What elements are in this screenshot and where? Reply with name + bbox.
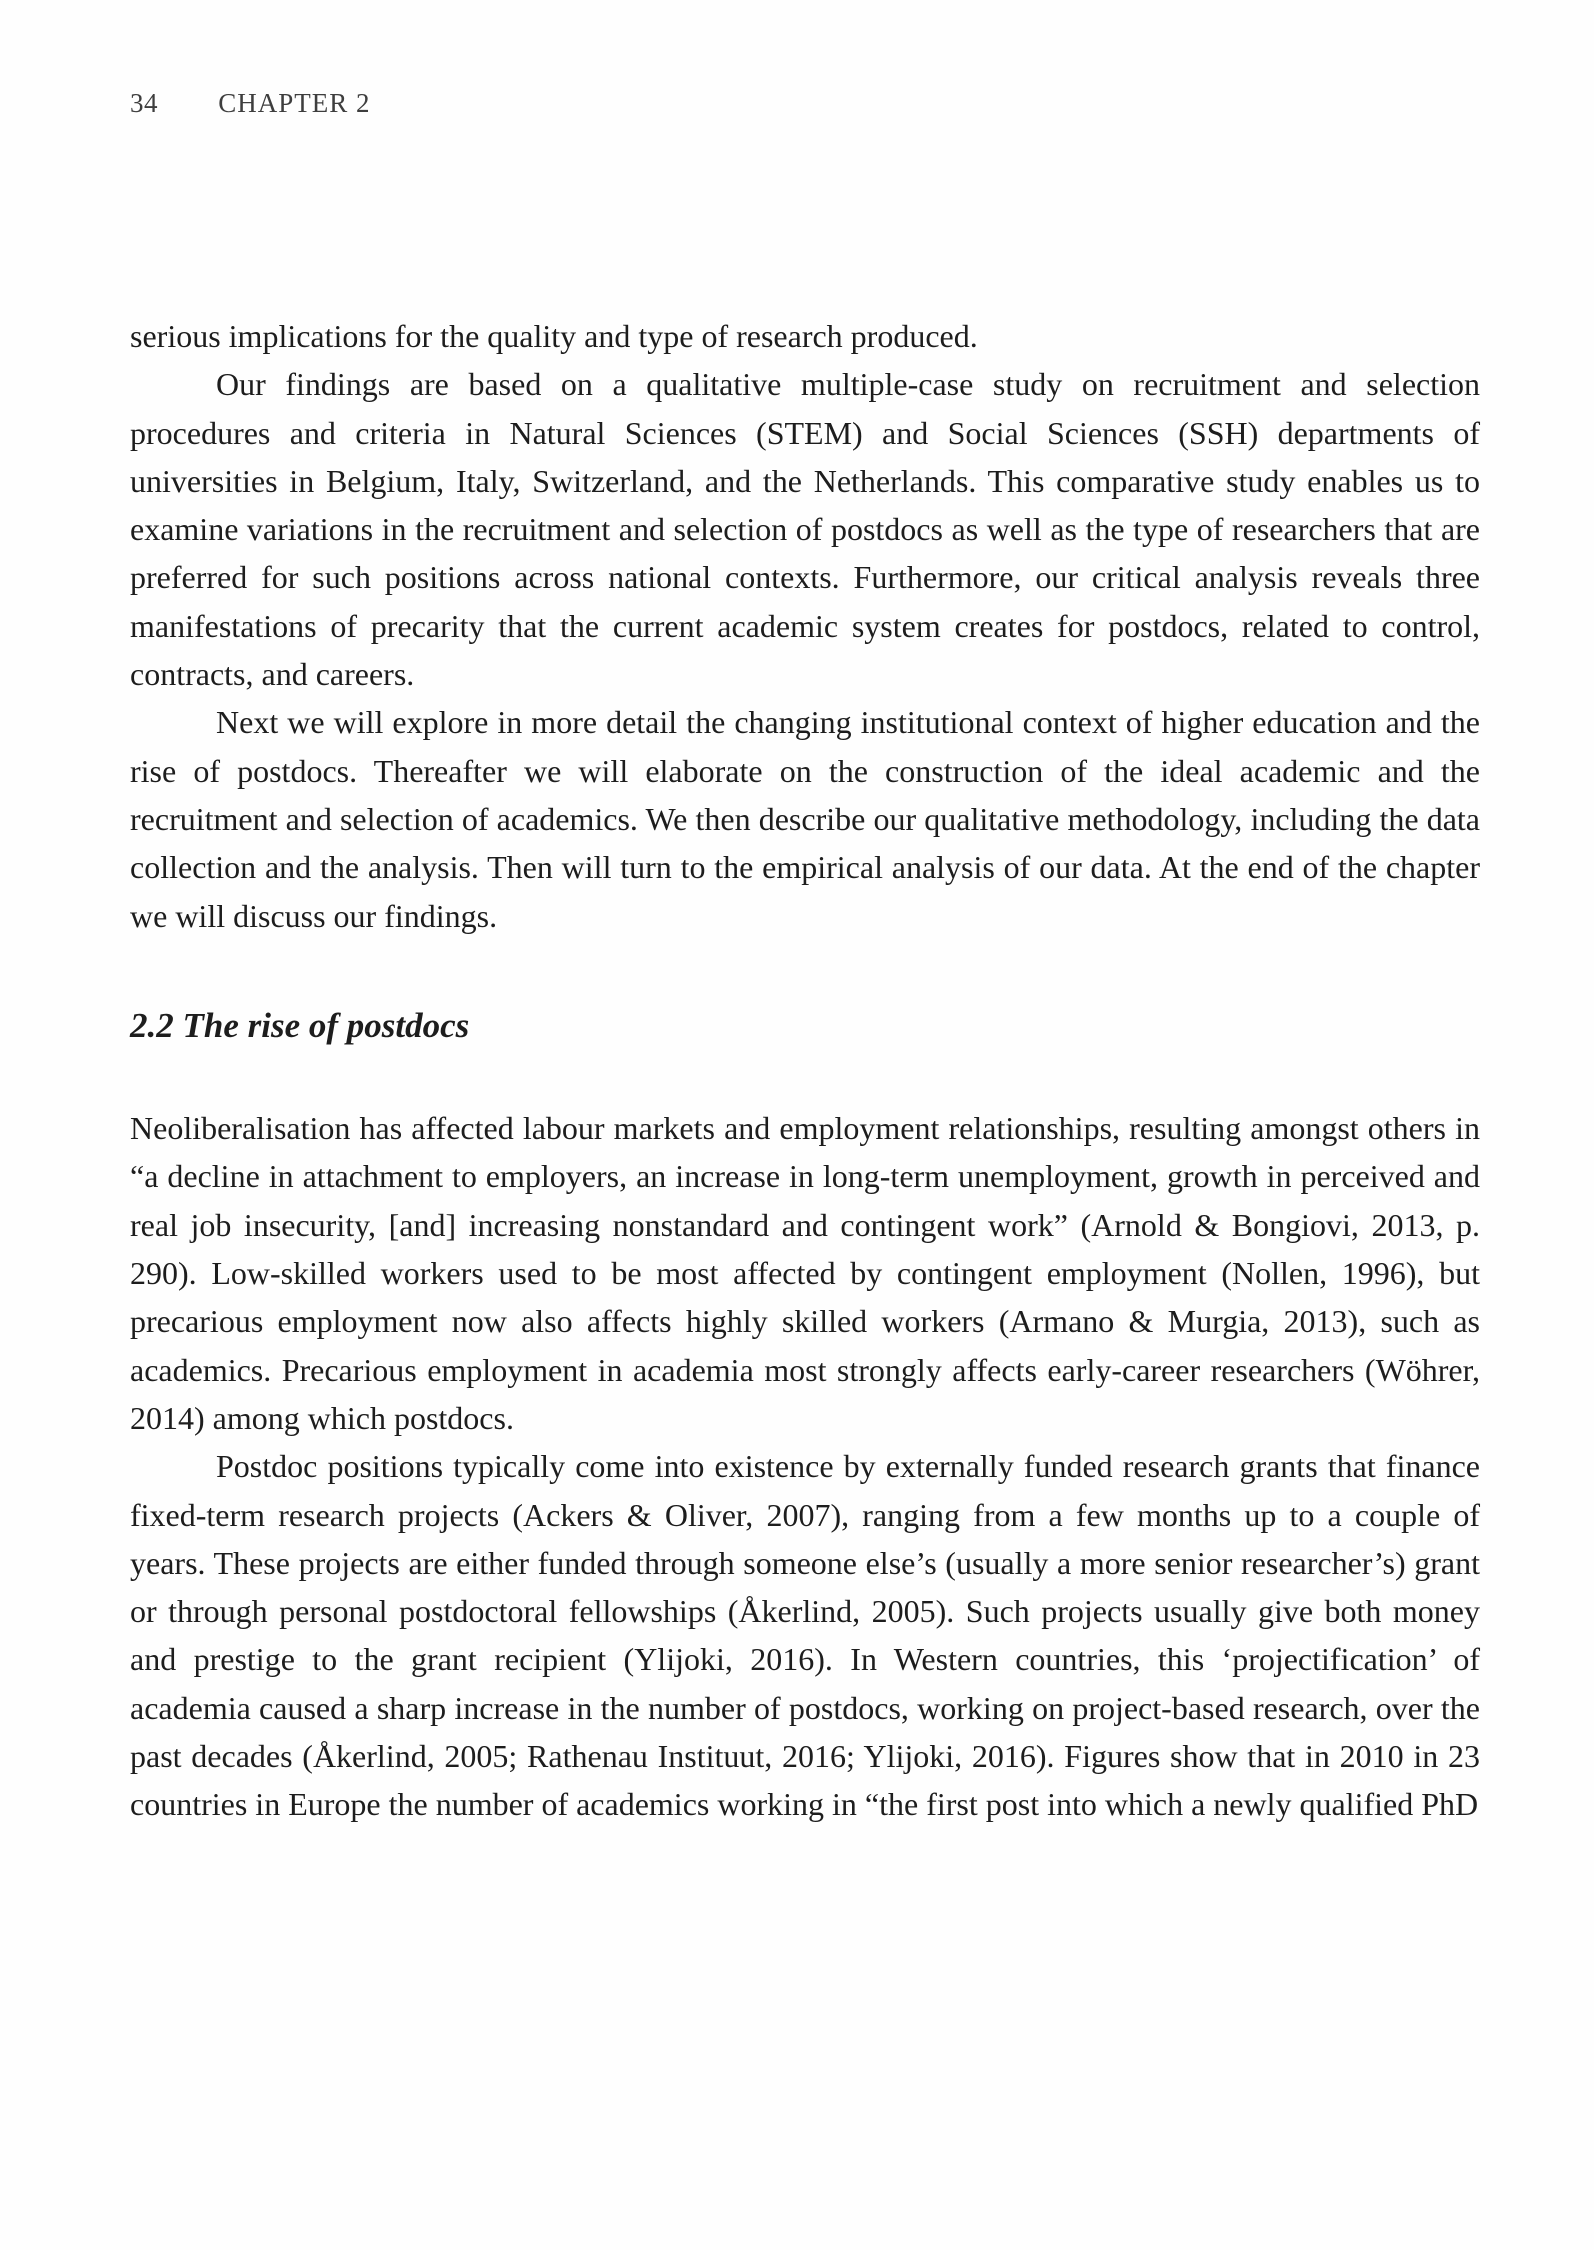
paragraph: Next we will explore in more detail the changing institutional context of higher education and the rise of postdocs. Thereafter we will elaborate on the construction of the ideal academic and the recruitment and selection of academics. We then describe our qualitative methodology, including the data collection and the analysis. Then will turn to the empirical analysis of our data. At the end of the chapter we will discuss our findings. — [130, 704, 1480, 934]
paragraph: Our findings are based on a qualitative multiple-case study on recruitment and selection procedures and criteria in Natural Sciences (STEM) and Social Sciences (SSH) departments of universities in Belgium, Italy, Switzerland, and the Netherlands. This comparative study enables us to examine variations in the recruitment and selection of postdocs as well as the type of researchers that are preferred for such positions across national contexts. Furthermore, our critical analysis reveals three manifestations of precarity that the current academic system creates for postdocs, related to control, contracts, and careers. — [130, 366, 1480, 693]
page-header — [130, 88, 371, 119]
paragraph: Neoliberalisation has affected labour markets and employment relationships, resulting amongst others in “a decline in attachment to employers, an increase in long-term unemployment, growth in perceived and real job insecurity, [and] increasing nonstandard and contingent work” (Arnold & Bongiovi, 2013, p. 290). Low-skilled workers used to be most affected by contingent employment (Nollen, 1996), but precarious employment now also affects highly skilled workers (Armano & Murgia, 2013), such as academics. Precarious employment in academia most strongly affects early-career researchers (Wöhrer, 2014) among which postdocs. — [130, 1110, 1480, 1436]
paragraph: Postdoc positions typically come into existence by externally funded research grants that finance fixed-term research projects (Ackers & Oliver, 2007), ranging from a few months up to a couple of years. These projects are either funded through someone else’s (usually a more senior researcher’s) grant or through personal postdoctoral fellowships (Åkerlind, 2005). Such projects usually give both money and prestige to the grant recipient (Ylijoki, 2016). In Western countries, this ‘projectification’ of academia caused a sharp increase in the number of postdocs, working on project-based research, over the past decades (Åkerlind, 2005; Rathenau Instituut, 2016; Ylijoki, 2016). Figures show that in 2010 in 23 countries in Europe the number of academics working in “the first post into which a newly qualified PhD — [130, 1448, 1480, 1823]
section-heading: 2.2 The rise of postdocs — [130, 1005, 470, 1045]
text-block — [130, 312, 1480, 1829]
page-number: 34 — [130, 88, 158, 118]
paragraph: serious implications for the quality and type of research produced. — [130, 318, 978, 354]
running-head: CHAPTER 2 — [218, 88, 371, 118]
